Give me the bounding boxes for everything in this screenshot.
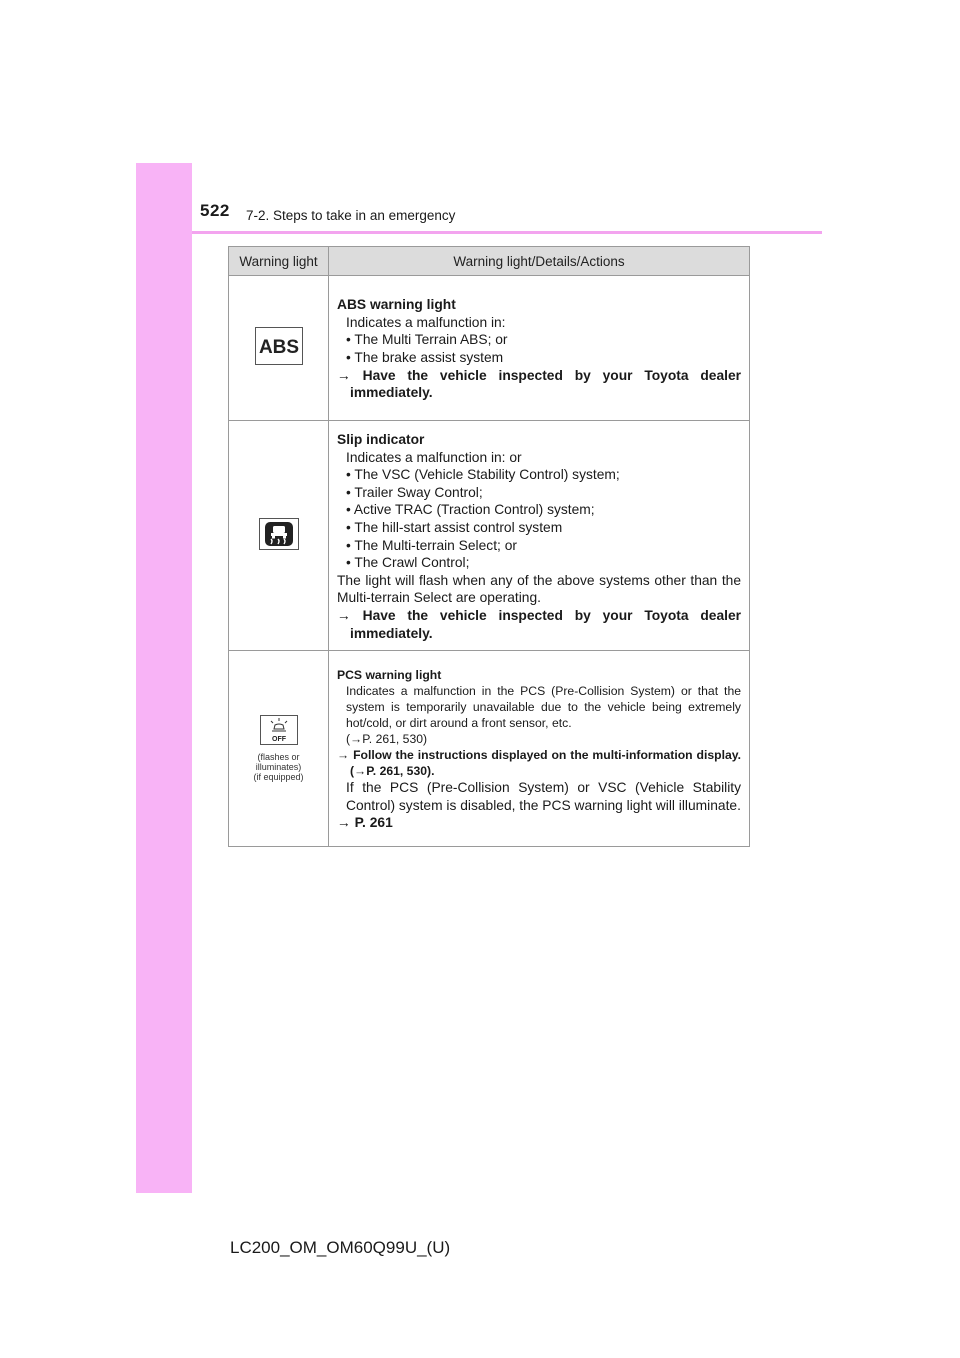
row-note: The light will flash when any of the above systems other than the Multi-terrain Select are operating. bbox=[337, 572, 741, 606]
details-cell bbox=[329, 276, 750, 421]
section-title: 7-2. Steps to take in an emergency bbox=[246, 208, 456, 223]
details-cell bbox=[329, 651, 750, 847]
list-item: • Trailer Sway Control; bbox=[346, 484, 483, 500]
row-intro: Indicates a malfunction in the PCS (Pre-Collision System) or that the system is temporarily unavailable due to the vehicle being extremely hot/cold, or dirt around a front sensor, etc. bbox=[346, 684, 741, 731]
list-item: • The Multi Terrain ABS; or bbox=[346, 332, 508, 348]
row-reference: (→P. 261, 530) bbox=[346, 732, 428, 747]
row-title: ABS warning light bbox=[337, 297, 456, 313]
abs-warning-icon bbox=[255, 327, 303, 365]
column-header-details: Warning light/Details/Actions bbox=[329, 247, 750, 276]
table-row bbox=[229, 276, 750, 421]
slip-indicator-icon bbox=[259, 518, 299, 550]
row-reference-action: → P. 261 bbox=[337, 815, 393, 831]
pcs-icon-label: OFF bbox=[271, 736, 286, 744]
header-rule bbox=[192, 231, 822, 234]
row-intro: Indicates a malfunction in: bbox=[346, 314, 506, 330]
chapter-side-tab bbox=[136, 163, 192, 1193]
table-header-row bbox=[229, 247, 750, 276]
document-code: LC200_OM_OM60Q99U_(U) bbox=[230, 1238, 451, 1257]
warning-light-table bbox=[228, 246, 750, 847]
list-item: • Active TRAC (Traction Control) system; bbox=[346, 502, 595, 518]
list-item: • The Multi-terrain Select; or bbox=[346, 537, 517, 553]
icon-cell bbox=[229, 421, 329, 651]
row-action: → Have the vehicle inspected by your Toyota dealer immediately. bbox=[337, 367, 741, 401]
row-action: → Have the vehicle inspected by your Toyota dealer immediately. bbox=[337, 607, 741, 641]
list-item: • The VSC (Vehicle Stability Control) system; bbox=[346, 467, 620, 483]
column-header-warning-light: Warning light bbox=[229, 247, 329, 276]
list-item: • The hill-start assist control system bbox=[346, 519, 563, 535]
row-title: Slip indicator bbox=[337, 432, 425, 447]
row-intro: Indicates a malfunction in: or bbox=[346, 449, 522, 465]
icon-cell bbox=[229, 276, 329, 421]
row-title: PCS warning light bbox=[337, 668, 442, 683]
list-item: • The brake assist system bbox=[346, 350, 504, 365]
svg-text:ABS: ABS bbox=[258, 337, 299, 358]
icon-cell bbox=[229, 651, 329, 847]
page-number: 522 bbox=[200, 201, 230, 220]
table-row bbox=[229, 651, 750, 847]
row-action: → Follow the instructions displayed on the multi-information display. (→P. 261, 530). bbox=[337, 748, 741, 779]
list-item: • The Crawl Control; bbox=[346, 555, 470, 571]
pcs-icon-caption: (flashes or illuminates) (if equipped) bbox=[253, 752, 304, 783]
row-note: If the PCS (Pre-Collision System) or VSC (Vehicle Stability Control) system is disabled, the PCS warning light will illuminate. bbox=[346, 780, 741, 813]
details-cell bbox=[329, 421, 750, 651]
table-row bbox=[229, 421, 750, 651]
pcs-warning-icon bbox=[260, 715, 298, 745]
